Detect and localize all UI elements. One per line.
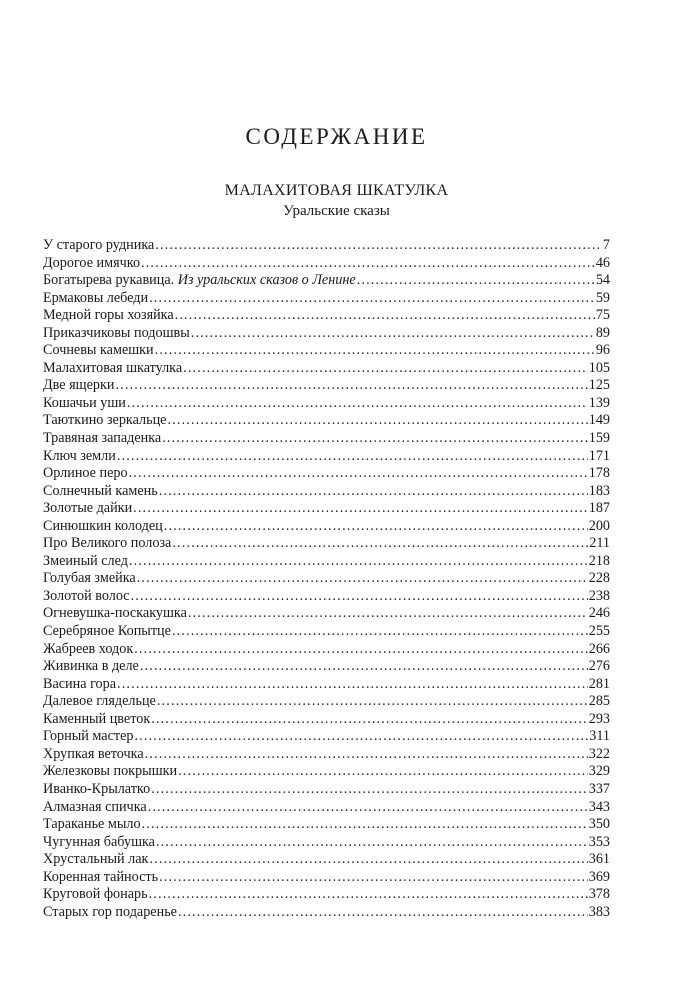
toc-entry-page-number: 246 (588, 605, 610, 622)
dot-leader (148, 799, 588, 817)
toc-entry-title-text: Жабреев ходок (43, 640, 134, 657)
toc-entry-title (43, 325, 190, 343)
toc-entry (43, 535, 610, 553)
toc-entry-title (43, 500, 132, 518)
toc-entry (43, 272, 610, 290)
toc-entry (43, 746, 610, 764)
dot-leader (357, 272, 595, 290)
dot-leader (188, 605, 588, 623)
toc-entry (43, 711, 610, 729)
toc-entry-page-number: 200 (588, 517, 610, 534)
dot-leader (178, 904, 588, 922)
toc-entry-title (43, 763, 177, 781)
toc-entry-page-number: 383 (588, 903, 610, 920)
toc-entry-title-text: Змеиный след (43, 552, 128, 569)
dot-leader (157, 693, 588, 711)
toc-entry-title-text: Железковы покрышки (43, 763, 178, 780)
toc-entry (43, 658, 610, 676)
toc-entry-page-number: 285 (588, 693, 610, 710)
toc-entry-page-number: 149 (588, 412, 610, 429)
toc-entry (43, 763, 610, 781)
table-of-contents (43, 237, 610, 921)
toc-entry-title (43, 412, 166, 430)
dot-leader (134, 641, 587, 659)
toc-entry (43, 465, 610, 483)
toc-entry-title-text: Сочневы камешки (43, 342, 154, 359)
toc-entry-title (43, 834, 155, 852)
toc-entry-page-number: 311 (589, 728, 610, 745)
toc-entry-title-text: Живинка в деле (43, 658, 139, 675)
toc-entry-title-text: Тараканье мыло (43, 816, 141, 833)
toc-entry (43, 342, 610, 360)
toc-entry-page-number: 281 (588, 675, 610, 692)
toc-entry (43, 886, 610, 904)
toc-entry-title (43, 465, 128, 483)
toc-entry-title (43, 851, 148, 869)
toc-entry-page-number: 322 (588, 745, 610, 762)
dot-leader (142, 816, 588, 834)
dot-leader (175, 307, 595, 325)
section-title: МАЛАХИТОВАЯ ШКАТУЛКА (224, 182, 449, 199)
toc-entry-title (43, 430, 161, 448)
toc-entry-page-number: 337 (588, 780, 610, 797)
toc-entry (43, 307, 610, 325)
toc-entry-title-text: Огневушка-поскакушка (43, 605, 187, 622)
toc-entry-title-text: Старых гор подаренье (43, 903, 177, 920)
toc-entry (43, 799, 610, 817)
dot-leader (137, 570, 588, 588)
dot-leader (149, 886, 588, 904)
toc-entry-title-text: Дорогое имячко (43, 254, 141, 271)
toc-entry-page-number: 378 (588, 886, 610, 903)
toc-entry-title-text: Золотые дайки (43, 500, 133, 517)
toc-entry-page-number: 329 (588, 763, 610, 780)
toc-entry-title-text: Две ящерки (43, 377, 115, 394)
dot-leader (117, 676, 588, 694)
toc-entry (43, 500, 610, 518)
toc-entry (43, 395, 610, 413)
toc-entry-title-text: Серебряное Копытце (43, 623, 171, 640)
toc-entry-page-number: 211 (589, 535, 610, 552)
dot-leader (172, 535, 588, 553)
toc-entry-page-number: 54 (595, 272, 610, 289)
toc-entry-title-text: Ключ земли (43, 447, 116, 464)
toc-entry-page-number: 59 (595, 289, 610, 306)
toc-entry-note: Из уральских сказов о Ленине (177, 272, 356, 289)
toc-entry-page-number: 46 (595, 254, 610, 271)
dot-leader (172, 623, 588, 641)
toc-entry (43, 676, 610, 694)
toc-entry (43, 605, 610, 623)
toc-entry-title-text: Золотой волос (43, 587, 130, 604)
dot-leader (134, 728, 588, 746)
toc-entry-title-text: Васина гора (43, 675, 117, 692)
toc-entry (43, 851, 610, 869)
toc-entry-page-number: 293 (588, 710, 610, 727)
toc-entry (43, 869, 610, 887)
toc-entry (43, 290, 610, 308)
toc-entry-title-text: Богатырева рукавица. (43, 272, 175, 289)
toc-entry (43, 237, 610, 255)
toc-entry-title (43, 395, 126, 413)
dot-leader (133, 500, 588, 518)
toc-entry-title (43, 605, 187, 623)
toc-entry-page-number: 178 (588, 465, 610, 482)
toc-entry-title (43, 518, 163, 536)
toc-entry (43, 518, 610, 536)
toc-entry-title (43, 553, 128, 571)
toc-entry (43, 255, 610, 273)
dot-leader (164, 518, 588, 536)
dot-leader (162, 430, 588, 448)
toc-entry-title (43, 904, 177, 922)
toc-entry-title (43, 342, 154, 360)
toc-entry-page-number: 255 (588, 623, 610, 640)
toc-entry (43, 781, 610, 799)
toc-entry-title (43, 799, 147, 817)
toc-entry (43, 430, 610, 448)
toc-entry-title (43, 781, 150, 799)
toc-entry-title (43, 448, 116, 466)
toc-entry-title (43, 570, 136, 588)
toc-entry-page-number: 187 (588, 500, 610, 517)
toc-entry-title-text: Иванко-Крылатко (43, 780, 151, 797)
toc-entry-page-number: 75 (595, 307, 610, 324)
toc-entry-title (43, 360, 182, 378)
dot-leader (151, 711, 588, 729)
toc-entry-title-text: Голубая змейка (43, 570, 136, 587)
toc-entry-page-number: 89 (595, 324, 610, 341)
toc-entry-page-number: 96 (595, 342, 610, 359)
dot-leader (131, 588, 588, 606)
toc-entry-title (43, 746, 144, 764)
toc-entry (43, 904, 610, 922)
toc-entry-page-number: 218 (588, 552, 610, 569)
dot-leader (156, 834, 588, 852)
dot-leader (167, 412, 587, 430)
toc-entry-title-text: Чугунная бабушка (43, 833, 155, 850)
dot-leader (115, 377, 587, 395)
dot-leader (159, 483, 588, 501)
toc-entry-title (43, 711, 150, 729)
toc-entry (43, 325, 610, 343)
toc-entry-title-text: Кошачьи уши (43, 394, 126, 411)
toc-entry-title (43, 272, 356, 290)
section-subtitle: Уральские сказы (283, 203, 390, 219)
toc-entry-page-number: 369 (588, 868, 610, 885)
toc-entry-title-text: Синюшкин колодец (43, 517, 163, 534)
toc-entry-page-number: 125 (588, 377, 610, 394)
toc-entry-title-text: Малахитовая шкатулка (43, 359, 183, 376)
toc-entry-title (43, 869, 158, 887)
toc-entry-title-text: Хрупкая веточка (43, 745, 144, 762)
dot-leader (155, 342, 595, 360)
toc-entry-page-number: 159 (588, 430, 610, 447)
toc-entry (43, 448, 610, 466)
toc-entry-title-text: Ермаковы лебеди (43, 289, 149, 306)
toc-entry (43, 553, 610, 571)
dot-leader (129, 465, 588, 483)
toc-entry (43, 728, 610, 746)
toc-entry-title (43, 255, 140, 273)
toc-entry-title (43, 658, 139, 676)
dot-leader (149, 851, 587, 869)
toc-entry-title (43, 886, 148, 904)
dot-leader (151, 781, 588, 799)
toc-entry-title-text: Коренная тайность (43, 868, 159, 885)
toc-entry-page-number: 350 (588, 816, 610, 833)
toc-entry-title-text: Таюткино зеркальце (43, 412, 167, 429)
dot-leader (117, 448, 588, 466)
dot-leader (149, 290, 595, 308)
toc-entry-title-text: Орлиное перо (43, 465, 128, 482)
toc-entry (43, 588, 610, 606)
toc-entry-page-number: 353 (588, 833, 610, 850)
toc-entry-title-text: Медной горы хозяйка (43, 307, 174, 324)
dot-leader (155, 237, 602, 255)
dot-leader (141, 255, 595, 273)
toc-entry-page-number: 238 (588, 587, 610, 604)
toc-entry-title-text: Далевое глядельце (43, 693, 156, 710)
page-title: СОДЕРЖАНИЕ (245, 124, 428, 149)
toc-entry-title-text: Горный мастер (43, 728, 134, 745)
toc-entry-title (43, 816, 141, 834)
toc-entry-title (43, 290, 148, 308)
dot-leader (159, 869, 588, 887)
toc-entry (43, 816, 610, 834)
toc-entry-title-text: Алмазная спичка (43, 798, 147, 815)
toc-entry-title (43, 377, 114, 395)
toc-entry-page-number: 183 (588, 482, 610, 499)
toc-entry-title (43, 676, 116, 694)
toc-entry-page-number: 105 (588, 359, 610, 376)
dot-leader (191, 325, 595, 343)
toc-entry-page-number: 171 (588, 447, 610, 464)
toc-entry-title (43, 641, 133, 659)
toc-entry-title-text: Круговой фонарь (43, 886, 148, 903)
toc-entry-title (43, 483, 158, 501)
dot-leader (145, 746, 588, 764)
toc-entry-title (43, 623, 171, 641)
dot-leader (127, 395, 588, 413)
toc-entry (43, 483, 610, 501)
toc-entry (43, 693, 610, 711)
toc-entry (43, 834, 610, 852)
dot-leader (140, 658, 588, 676)
toc-entry-page-number: 343 (588, 798, 610, 815)
toc-entry-title (43, 693, 156, 711)
toc-entry (43, 570, 610, 588)
toc-entry-title (43, 728, 133, 746)
toc-entry (43, 623, 610, 641)
toc-entry (43, 641, 610, 659)
dot-leader (183, 360, 588, 378)
toc-entry-page-number: 228 (588, 570, 610, 587)
toc-entry-page-number: 276 (588, 658, 610, 675)
toc-entry-page-number: 7 (602, 237, 610, 253)
toc-entry-title-text: У старого рудника (43, 237, 155, 253)
toc-entry-page-number: 361 (588, 851, 610, 868)
dot-leader (129, 553, 588, 571)
toc-entry-title-text: Травяная западенка (43, 430, 162, 447)
toc-entry-title (43, 588, 130, 606)
toc-entry (43, 377, 610, 395)
toc-entry-title-text: Приказчиковы подошвы (43, 324, 190, 341)
toc-entry-title-text: Солнечный камень (43, 482, 158, 499)
toc-entry-title-text: Про Великого полоза (43, 535, 172, 552)
toc-entry-page-number: 139 (588, 394, 610, 411)
toc-entry-title-text: Каменный цветок (43, 710, 151, 727)
toc-entry-title (43, 237, 154, 255)
toc-entry-page-number: 266 (588, 640, 610, 657)
toc-entry (43, 360, 610, 378)
toc-entry-title (43, 535, 171, 553)
toc-entry-title (43, 307, 174, 325)
toc-entry (43, 412, 610, 430)
toc-entry-title-text: Хрустальный лак (43, 851, 149, 868)
dot-leader (178, 763, 588, 781)
